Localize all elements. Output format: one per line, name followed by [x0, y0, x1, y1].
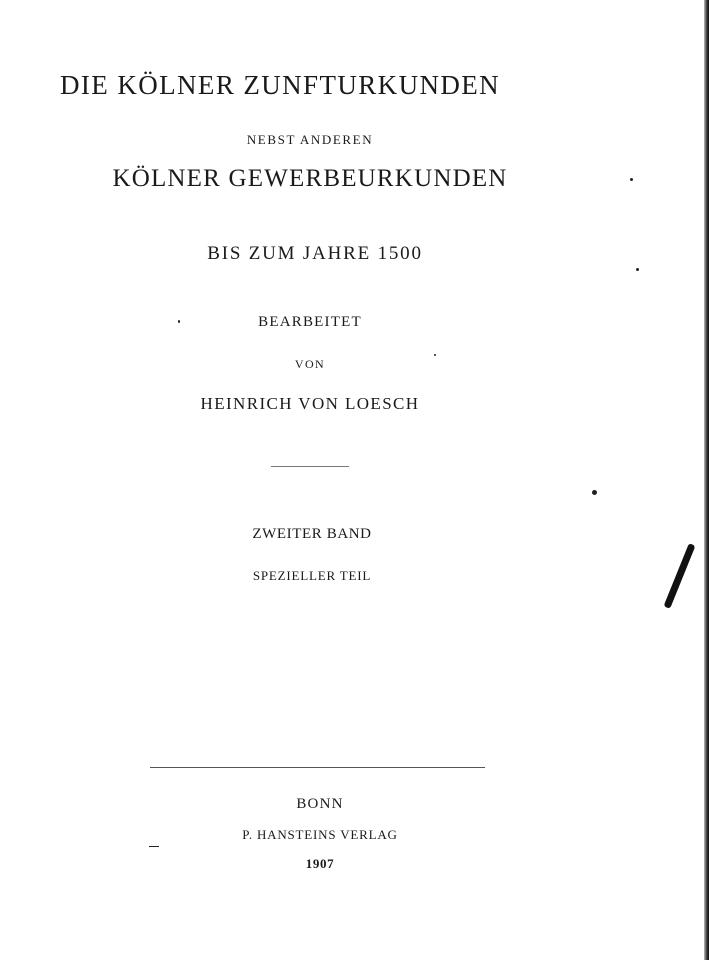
by-label: VON: [294, 357, 326, 371]
page-edge-shadow: [704, 0, 709, 960]
pen-mark: [664, 543, 696, 609]
volume-label: ZWEITER BAND: [252, 526, 372, 542]
scan-speck: [434, 354, 436, 356]
main-title: DIE KÖLNER ZUNFTURKUNDEN: [60, 70, 501, 100]
publisher-city: BONN: [296, 796, 344, 812]
year-range: BIS ZUM JAHRE 1500: [207, 243, 423, 264]
edited-label: BEARBEITET: [258, 314, 362, 330]
scan-speck: [592, 490, 597, 495]
scan-speck: [636, 268, 639, 271]
author-name: HEINRICH VON LOESCH: [200, 394, 420, 413]
part-label: SPEZIELLER TEIL: [252, 568, 372, 583]
scan-speck: [178, 320, 180, 323]
short-divider: [271, 466, 349, 467]
scan-speck: [149, 846, 159, 847]
publication-year: 1907: [305, 856, 335, 871]
subtitle-small: NEBST ANDEREN: [246, 132, 374, 147]
subtitle-large: KÖLNER GEWERBEURKUNDEN: [112, 165, 508, 192]
publisher-name: P. HANSTEINS VERLAG: [242, 827, 398, 842]
long-divider: [150, 767, 485, 768]
scan-speck: [630, 178, 633, 181]
